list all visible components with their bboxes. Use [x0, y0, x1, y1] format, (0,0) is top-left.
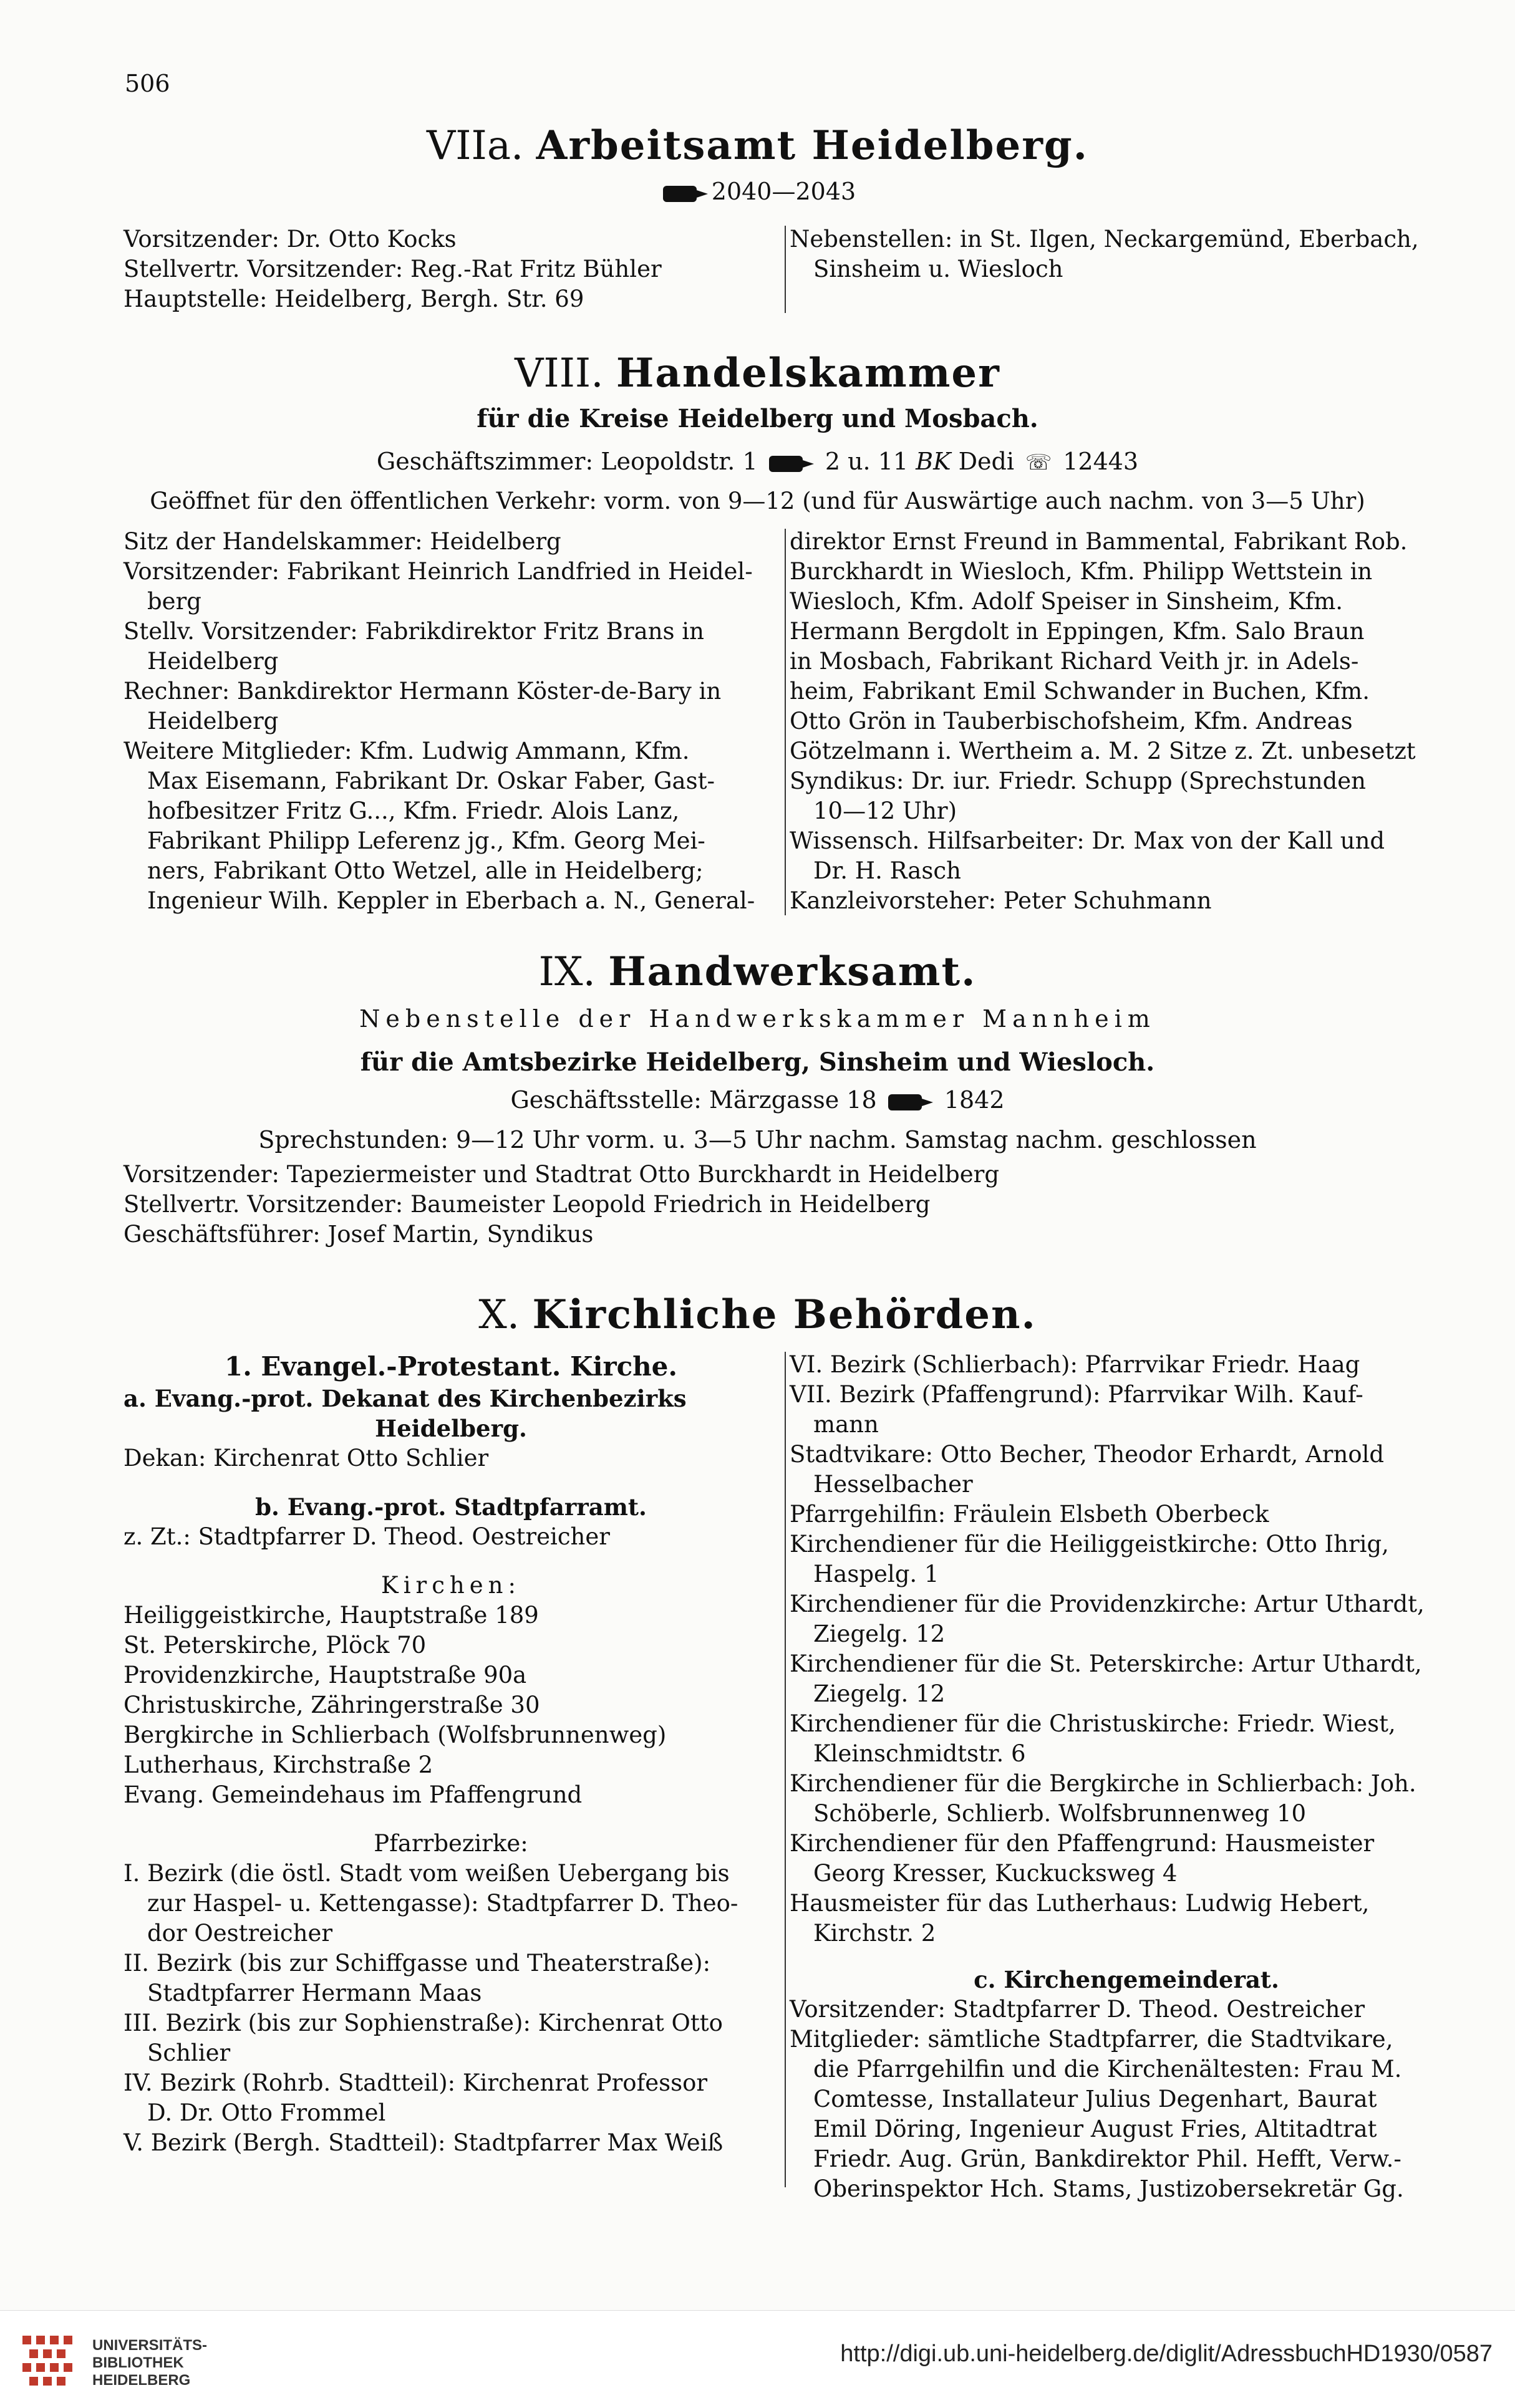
library-name-line: UNIVERSITÄTS- [92, 2337, 208, 2354]
section-8-title [0, 349, 1515, 398]
district-line: III. Bezirk (bis zur Sophienstraße): Kirchenrat Otto [123, 2010, 723, 2036]
text-line: z. Zt.: Stadtpfarrer D. Theod. Oestreicher [123, 1523, 610, 1550]
district-line: Schlier [147, 2040, 231, 2066]
pfarrbezirke-heading: Pfarrbezirke: [374, 1830, 528, 1857]
section-7a-title [0, 122, 1515, 170]
column-divider [785, 529, 786, 915]
telegraph-icon: ☏ [1025, 450, 1052, 475]
district-line: zur Haspel- u. Kettengasse): Stadtpfarrer D. Theo- [147, 1890, 738, 1917]
section-8-number: VIII. [515, 350, 604, 397]
text-line: Ingenieur Wilh. Keppler in Eberbach a. N., General- [147, 887, 755, 914]
text-line: Hausmeister für das Lutherhaus: Ludwig Hebert, [790, 1890, 1370, 1917]
text-line: mann [813, 1411, 879, 1438]
text-line: in Mosbach, Fabrikant Richard Veith jr. in Adels- [790, 648, 1359, 675]
office-phone: 2 u. 11 [825, 448, 909, 475]
text-line: Kirchendiener für die Heiliggeistkirche: Otto Ihrig, [790, 1531, 1389, 1558]
text-line: Weitere Mitglieder: Kfm. Ludwig Ammann, Kfm. [123, 738, 690, 764]
district-line: IV. Bezirk (Rohrb. Stadtteil): Kirchenrat Professor [123, 2069, 708, 2096]
section-9-spaced-line: Nebenstelle der Handwerkskammer Mannheim [359, 1005, 1156, 1033]
church-item: St. Peterskirche, Plöck 70 [123, 1632, 427, 1659]
text-line: Kanzleivorsteher: Peter Schuhmann [790, 887, 1212, 914]
section-9-hours: Sprechstunden: 9—12 Uhr vorm. u. 3—5 Uhr nachm. Samstag nachm. geschlossen [258, 1126, 1257, 1153]
text-line: Sinsheim u. Wiesloch [813, 256, 1063, 282]
church-heading: 1. Evangel.-Protestant. Kirche. [224, 1351, 678, 1382]
section-9-subtitle: für die Amtsbezirke Heidelberg, Sinsheim und Wiesloch. [360, 1047, 1155, 1077]
section-7a-phone [0, 176, 1515, 206]
section-10-name: Kirchliche Behörden. [532, 1291, 1037, 1338]
section-7a-phone-number: 2040—2043 [711, 178, 856, 205]
text-line: Kirchendiener für die Providenzkirche: Artur Uthardt, [790, 1591, 1425, 1617]
text-line: Hermann Bergdolt in Eppingen, Kfm. Salo Braun [790, 618, 1365, 645]
church-item: Heiliggeistkirche, Hauptstraße 189 [123, 1602, 539, 1629]
telephone-icon [769, 456, 814, 472]
text-line: Ziegelg. 12 [813, 1621, 946, 1647]
text-line: direktor Ernst Freund in Bammental, Fabrikant Rob. [790, 528, 1408, 555]
section-9-number: IX. [538, 949, 596, 995]
text-line: VII. Bezirk (Pfaffengrund): Pfarrvikar Wilh. Kauf- [790, 1381, 1363, 1408]
text-line: Dr. H. Rasch [813, 857, 961, 884]
text-line: Vorsitzender: Tapeziermeister und Stadtrat Otto Burckhardt in Heidelberg [123, 1161, 1000, 1188]
telephone-icon [663, 186, 708, 202]
text-line: Wissensch. Hilfsarbeiter: Dr. Max von der Kall und [790, 827, 1385, 854]
text-line: Ziegelg. 12 [813, 1680, 946, 1707]
dekanat-heading: a. Evang.-prot. Dekanat des Kirchenbezirks [123, 1385, 687, 1412]
kirchen-heading: Kirchen: [381, 1572, 521, 1599]
section-8-name: Handelskammer [616, 350, 1000, 397]
district-line: D. Dr. Otto Frommel [147, 2099, 386, 2126]
church-item: Christuskirche, Zähringerstraße 30 [123, 1692, 540, 1718]
section-10-left [123, 1350, 778, 2158]
text-line: Kirchendiener für die St. Peterskirche: Artur Uthardt, [790, 1650, 1422, 1677]
source-url-link[interactable]: http://digi.ub.uni-heidelberg.de/diglit/AdressbuchHD1930/0587 [840, 2341, 1493, 2367]
text-line: Fabrikant Philipp Leferenz jg., Kfm. Georg Mei- [147, 827, 705, 854]
telephone-icon [888, 1094, 933, 1110]
kirchengemeinderat-heading: c. Kirchengemeinderat. [974, 1966, 1279, 1993]
text-line: Rechner: Bankdirektor Hermann Köster-de-Bary in [123, 678, 722, 705]
telegraph-number: 12443 [1063, 448, 1139, 475]
text-line: Kleinschmidtstr. 6 [813, 1740, 1026, 1767]
section-7a-number: VIIa. [427, 123, 524, 169]
text-line: Kirchendiener für den Pfaffengrund: Hausmeister [790, 1830, 1375, 1857]
text-line: Schöberle, Schlierb. Wolfsbrunnenweg 10 [813, 1800, 1307, 1827]
office-address: Geschäftszimmer: Leopoldstr. 1 [376, 448, 758, 475]
section-10-title [0, 1291, 1515, 1339]
section-7a-name: Arbeitsamt Heidelberg. [536, 122, 1088, 169]
text-line: Stellv. Vorsitzender: Fabrikdirektor Fritz Brans in [123, 618, 704, 645]
section-9-office [0, 1085, 1515, 1115]
section-8-hours: Geöffnet für den öffentlichen Verkehr: vorm. von 9—12 (und für Auswärtige auch nachm. von 3—5 Uhr) [150, 488, 1365, 514]
text-line: Wiesloch, Kfm. Adolf Speiser in Sinsheim, Kfm. [790, 588, 1343, 615]
text-line: Stadtvikare: Otto Becher, Theodor Erhardt, Arnold [790, 1441, 1385, 1468]
text-line: Stellvertr. Vorsitzender: Baumeister Leopold Friedrich in Heidelberg [123, 1191, 931, 1218]
text-line: Hesselbacher [813, 1471, 973, 1498]
stadtpfarramt-heading: b. Evang.-prot. Stadtpfarramt. [255, 1493, 647, 1521]
text-line: Comtesse, Installateur Julius Degenhart, Baurat [813, 2086, 1377, 2112]
church-item: Lutherhaus, Kirchstraße 2 [123, 1751, 433, 1778]
text-line: Nebenstellen: in St. Ilgen, Neckargemünd, Eberbach, [790, 226, 1419, 253]
text-line: Burckhardt in Wiesloch, Kfm. Philipp Wettstein in [790, 558, 1373, 585]
text-line: Mitglieder: sämtliche Stadtpfarrer, die Stadtvikare, [790, 2026, 1393, 2053]
section-8-right [790, 527, 1463, 916]
text-line: heim, Fabrikant Emil Schwander in Buchen, Kfm. [790, 678, 1370, 705]
university-logo-icon [17, 2331, 80, 2393]
section-8-left [123, 527, 778, 916]
text-line: Geschäftsführer: Josef Martin, Syndikus [123, 1221, 594, 1248]
page-number: 506 [125, 70, 170, 97]
text-line: Stellvertr. Vorsitzender: Reg.-Rat Fritz Bühler [123, 256, 662, 282]
text-line: Kirchendiener für die Bergkirche in Schlierbach: Joh. [790, 1770, 1416, 1797]
text-line: 10—12 Uhr) [813, 797, 957, 824]
text-line: Hauptstelle: Heidelberg, Bergh. Str. 69 [123, 286, 584, 312]
text-line: Georg Kresser, Kuckucksweg 4 [813, 1860, 1178, 1887]
section-10-number: X. [478, 1292, 520, 1338]
district-line: I. Bezirk (die östl. Stadt vom weißen Uebergang bis [123, 1860, 730, 1887]
section-9-name: Handwerksamt. [608, 948, 977, 995]
text-line: ners, Fabrikant Otto Wetzel, alle in Heidelberg; [147, 857, 704, 884]
text-line: hofbesitzer Fritz G..., Kfm. Friedr. Alois Lanz, [147, 797, 680, 824]
text-line: die Pfarrgehilfin und die Kirchenältesten: Frau M. [813, 2056, 1402, 2083]
text-line: Haspelg. 1 [813, 1561, 939, 1587]
text-line: Vorsitzender: Stadtpfarrer D. Theod. Oestreicher [790, 1996, 1365, 2023]
text-line: Max Eisemann, Fabrikant Dr. Oskar Faber, Gast- [147, 768, 715, 794]
text-line: VI. Bezirk (Schlierbach): Pfarrvikar Friedr. Haag [790, 1351, 1360, 1378]
library-name-line: HEIDELBERG [92, 2372, 191, 2389]
text-line: Friedr. Aug. Grün, Bankdirektor Phil. Hefft, Verw.- [813, 2146, 1401, 2172]
text-line: Vorsitzender: Fabrikant Heinrich Landfried in Heidel- [123, 558, 753, 585]
text-line: Heidelberg [147, 648, 279, 675]
text-line: Vorsitzender: Dr. Otto Kocks [123, 226, 457, 253]
bk-label: BK [916, 448, 951, 475]
dekanat-heading-cont: Heidelberg. [375, 1415, 527, 1442]
office-phone: 1842 [944, 1086, 1005, 1114]
section-9-lines [123, 1160, 1433, 1250]
church-item: Bergkirche in Schlierbach (Wolfsbrunnenweg) [123, 1722, 667, 1748]
text-line: Emil Döring, Ingenieur August Fries, Altitadtrat [813, 2116, 1377, 2142]
church-item: Providenzkirche, Hauptstraße 90a [123, 1662, 527, 1688]
column-divider [785, 1352, 786, 2187]
text-line: Oberinspektor Hch. Stams, Justizobersekretär Gg. [813, 2175, 1404, 2202]
text-line: Götzelmann i. Wertheim a. M. 2 Sitze z. Zt. unbesetzt [790, 738, 1416, 764]
district-line: Stadtpfarrer Hermann Maas [147, 1980, 482, 2006]
district-line: dor Oestreicher [147, 1920, 333, 1947]
text-line: Pfarrgehilfin: Fräulein Elsbeth Oberbeck [790, 1501, 1269, 1528]
section-7a-left [123, 224, 772, 314]
section-8-subtitle: für die Kreise Heidelberg und Mosbach. [477, 404, 1038, 433]
office-address: Geschäftsstelle: Märzgasse 18 [510, 1086, 877, 1114]
library-name-line: BIBLIOTHEK [92, 2354, 184, 2371]
section-10-right [790, 1350, 1463, 2204]
text-line: Heidelberg [147, 708, 279, 734]
text-line: Kirchendiener für die Christuskirche: Friedr. Wiest, [790, 1710, 1396, 1737]
section-7a-right [790, 224, 1469, 284]
section-9-title [0, 948, 1515, 996]
section-8-office [0, 446, 1515, 478]
text-line: Otto Grön in Tauberbischofsheim, Kfm. Andreas [790, 708, 1353, 734]
district-line: V. Bezirk (Bergh. Stadtteil): Stadtpfarrer Max Weiß [123, 2129, 724, 2156]
text-line: Dekan: Kirchenrat Otto Schlier [123, 1445, 489, 1471]
text-line: Kirchstr. 2 [813, 1920, 936, 1947]
text-line: Syndikus: Dr. iur. Friedr. Schupp (Sprechstunden [790, 768, 1366, 794]
office-dedi: Dedi [958, 448, 1015, 475]
text-line: berg [147, 588, 201, 615]
text-line: Sitz der Handelskammer: Heidelberg [123, 528, 561, 555]
district-line: II. Bezirk (bis zur Schiffgasse und Theaterstraße): [123, 1950, 711, 1977]
column-divider [785, 226, 786, 313]
church-item: Evang. Gemeindehaus im Pfaffengrund [123, 1781, 583, 1808]
